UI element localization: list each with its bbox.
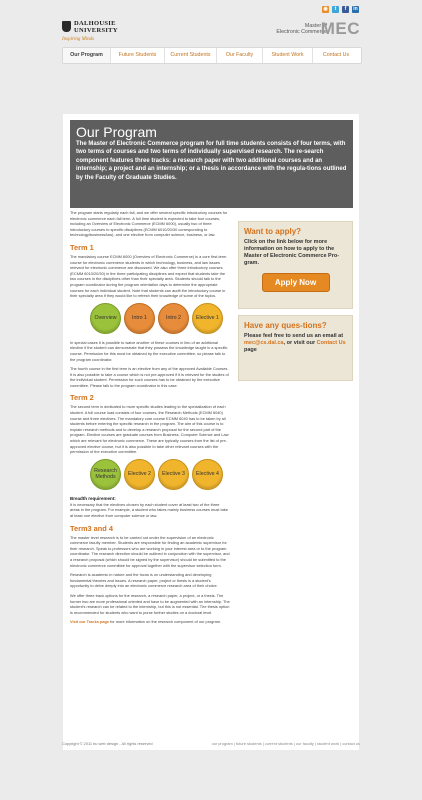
- term34-heading: Term3 and 4: [70, 523, 113, 533]
- header: [0, 0, 422, 46]
- social-links: [322, 6, 359, 13]
- hero-text: The Master of Electronic Commerce program for full time students consists of four terms, with two terms of courses and two terms of individually supervised research. The re-search component features three tracks: a research paper with two additional courses and an internship; a project and an internship; or a thesis in accordance with the regula-tions outlined by the Faculty of Graduate Studies.: [76, 141, 347, 181]
- nav-our-program[interactable]: Our Program: [63, 48, 111, 63]
- rss-icon[interactable]: ◉: [323, 6, 328, 12]
- nav-future-students[interactable]: Future Students: [111, 48, 165, 63]
- contact-us-link[interactable]: Contact Us: [316, 340, 346, 346]
- term1-paragraph-2: In special cases it is possible to waive another of these courses in lieu of an additional elective if the student can demonstrate that they possess the knowledge taught in a specific course. Permission for this must be obtained by the executive committee, so please talk to the program coordinator.: [70, 339, 228, 362]
- dalhousie-logo[interactable]: [62, 20, 132, 44]
- mec-logo[interactable]: [270, 19, 360, 39]
- footer-links[interactable]: our program | future students | current students | our faculty | student work | contact us: [211, 741, 360, 746]
- tracks-paragraph: Visit our Tracks page for more information on the research component of our program.: [70, 619, 222, 625]
- apply-heading: Want to apply?: [244, 227, 302, 236]
- logo-name: DALHOUSIE UNIVERSITY: [74, 20, 118, 34]
- term34-paragraph-1: The master level research is to be carried out under the supervision of an electronic commerce faculty member. Students are responsible for finding an academic supervisor for their research. Speak to professors who are working in your interest area or to the program coordinator. The research direction should be outlined in conjunction with the supervisor, and a research proposal (which should be signed by the supervisor) should be submitted to the electronic commerce committee for approval together with the supervisor selection form.: [70, 534, 230, 568]
- nav-our-faculty[interactable]: Our Faculty: [217, 48, 263, 63]
- linkedin-icon[interactable]: in: [353, 6, 358, 12]
- mec-wordmark: MEC: [320, 19, 360, 38]
- course-circle-elective-2: Elective 2: [124, 459, 155, 490]
- shield-icon: [62, 21, 71, 32]
- email-link[interactable]: mec@cs.dal.ca: [244, 340, 284, 346]
- mec-subtitle: Master of Electronic Commerce: [276, 23, 327, 35]
- course-circle-elective-3: Elective 3: [158, 459, 189, 490]
- course-circle-intro-2: Intro 2: [158, 303, 189, 334]
- course-circle-elective-1: Elective 1: [192, 303, 223, 334]
- nav-current-students[interactable]: Current Students: [165, 48, 217, 63]
- breadth-heading: Breadth requirement:: [70, 495, 116, 501]
- twitter-icon[interactable]: t: [332, 6, 339, 13]
- term1-paragraph-3: The fourth course in the first term is an elective from any of the approved Available Courses. It is also possible to take a course which is not pre-approved if it is relevant for the studies of the individual student. Permission for such courses has to be obtained by the executive committee. Please talk to the program coordinator in this case.: [70, 366, 229, 388]
- term1-course-circles: [90, 303, 230, 334]
- questions-text: Please feel free to send us an email at mec@cs.dal.ca, or visit our Contact Us page: [244, 333, 346, 353]
- course-circle-elective-4: Elective 4: [192, 459, 223, 490]
- apply-now-button[interactable]: Apply Now: [262, 273, 330, 292]
- term1-paragraph: The mandatory course ECMM 6000 (Overview of Electronic Commerce) is a core first-term course for electronic commerce students in which technology, business, and law issues relevant for electronic commerce are discussed. We also offer three introductory courses (ECMM 6010/20/30) in the three participating disciplines and expect that students take the two courses in the disciplines other than their specialty area. Students should talk to the program coordinator during the program orientation days to determine the appropriate courses for each individual student. Note that students can audit the introductory course in their specialty area if they would like to refresh their knowledge of some of the topics.: [70, 253, 227, 299]
- nav-contact-us[interactable]: Contact Us: [322, 52, 350, 58]
- course-circle-research-methods: Research Methods: [90, 459, 121, 490]
- copyright: Copyright © 2011 bu web design - All rights reserved: [62, 741, 153, 746]
- tracks-link[interactable]: Visit our Tracks page: [70, 619, 110, 625]
- apply-text: Click on the link below for more information on how to apply to the Master of Electronic Commerce Pro-gram.: [244, 239, 340, 266]
- main-nav: [62, 47, 362, 64]
- term2-paragraph: The second term is dedicated to more specific studies leading to the specialization of each student. A full course load consists of four courses, the Research Methods (ECMM 6040) course and three electives. The mandatory core course ECMM 6040 has to be taken by all students before entering the specific research in the program. The aim of this course is to explain research methods and to develop a research proposal for the second part of the program. Elective courses are graduate courses from Business, Computer Science and Law which are relevant for electronic commerce. These are typically courses from the list of pre-approved elective course, but it is also possible to take other relevant courses with the permission of the executive committee.: [70, 404, 229, 455]
- breadth-paragraph: It is necessary that the electives chosen by each student cover at least two of the three areas in the program. For example, a student who takes mainly business courses must take at least one elective from computer science or law.: [70, 501, 228, 518]
- nav-student-work[interactable]: Student Work: [263, 48, 313, 63]
- course-circle-overview: Overview: [90, 303, 121, 334]
- main-column: [70, 210, 230, 629]
- course-circle-intro-1: Intro 1: [124, 303, 155, 334]
- term1-heading: Term 1: [70, 242, 94, 252]
- apply-box: [238, 221, 353, 309]
- term2-course-circles: [90, 459, 230, 490]
- questions-box: [238, 315, 353, 381]
- term34-paragraph-3: We offer three track options for the research, a research paper, a project, or a thesis. The former two are more professional oriented and have to be augmented with an internship. The student's research can be related to the internship, but this is not essential. The thesis option is recommended for students who want to purse further studies on a doctoral level.: [70, 592, 230, 615]
- questions-heading: Have any ques-tions?: [244, 321, 327, 330]
- logo-tagline: Inspiring Minds: [62, 37, 95, 42]
- intro-paragraph: The program starts regularly each fall, and we offer several specific introductory courses for electronic commerce each fall term. A full time student is expected to take four courses, including an Overview of Electronic Commerce (ECMM 6000), usually two of three introductory courses to specific disciplines (ECMM 6010/20/30 corresponding to technology/business/law), and one elective from computer science, business, or law.: [70, 210, 228, 238]
- facebook-icon[interactable]: f: [342, 6, 349, 13]
- term2-heading: Term 2: [70, 393, 94, 403]
- page-title: Our Program: [76, 124, 157, 140]
- term34-paragraph-2: Research is academic in nature and the focus is on understanding and developing fundamental theories and issues. A research paper, project or thesis is a student's opportunity to delve deeply into an electronic commerce research area of their choice.: [70, 572, 218, 589]
- hero-banner: [70, 120, 353, 208]
